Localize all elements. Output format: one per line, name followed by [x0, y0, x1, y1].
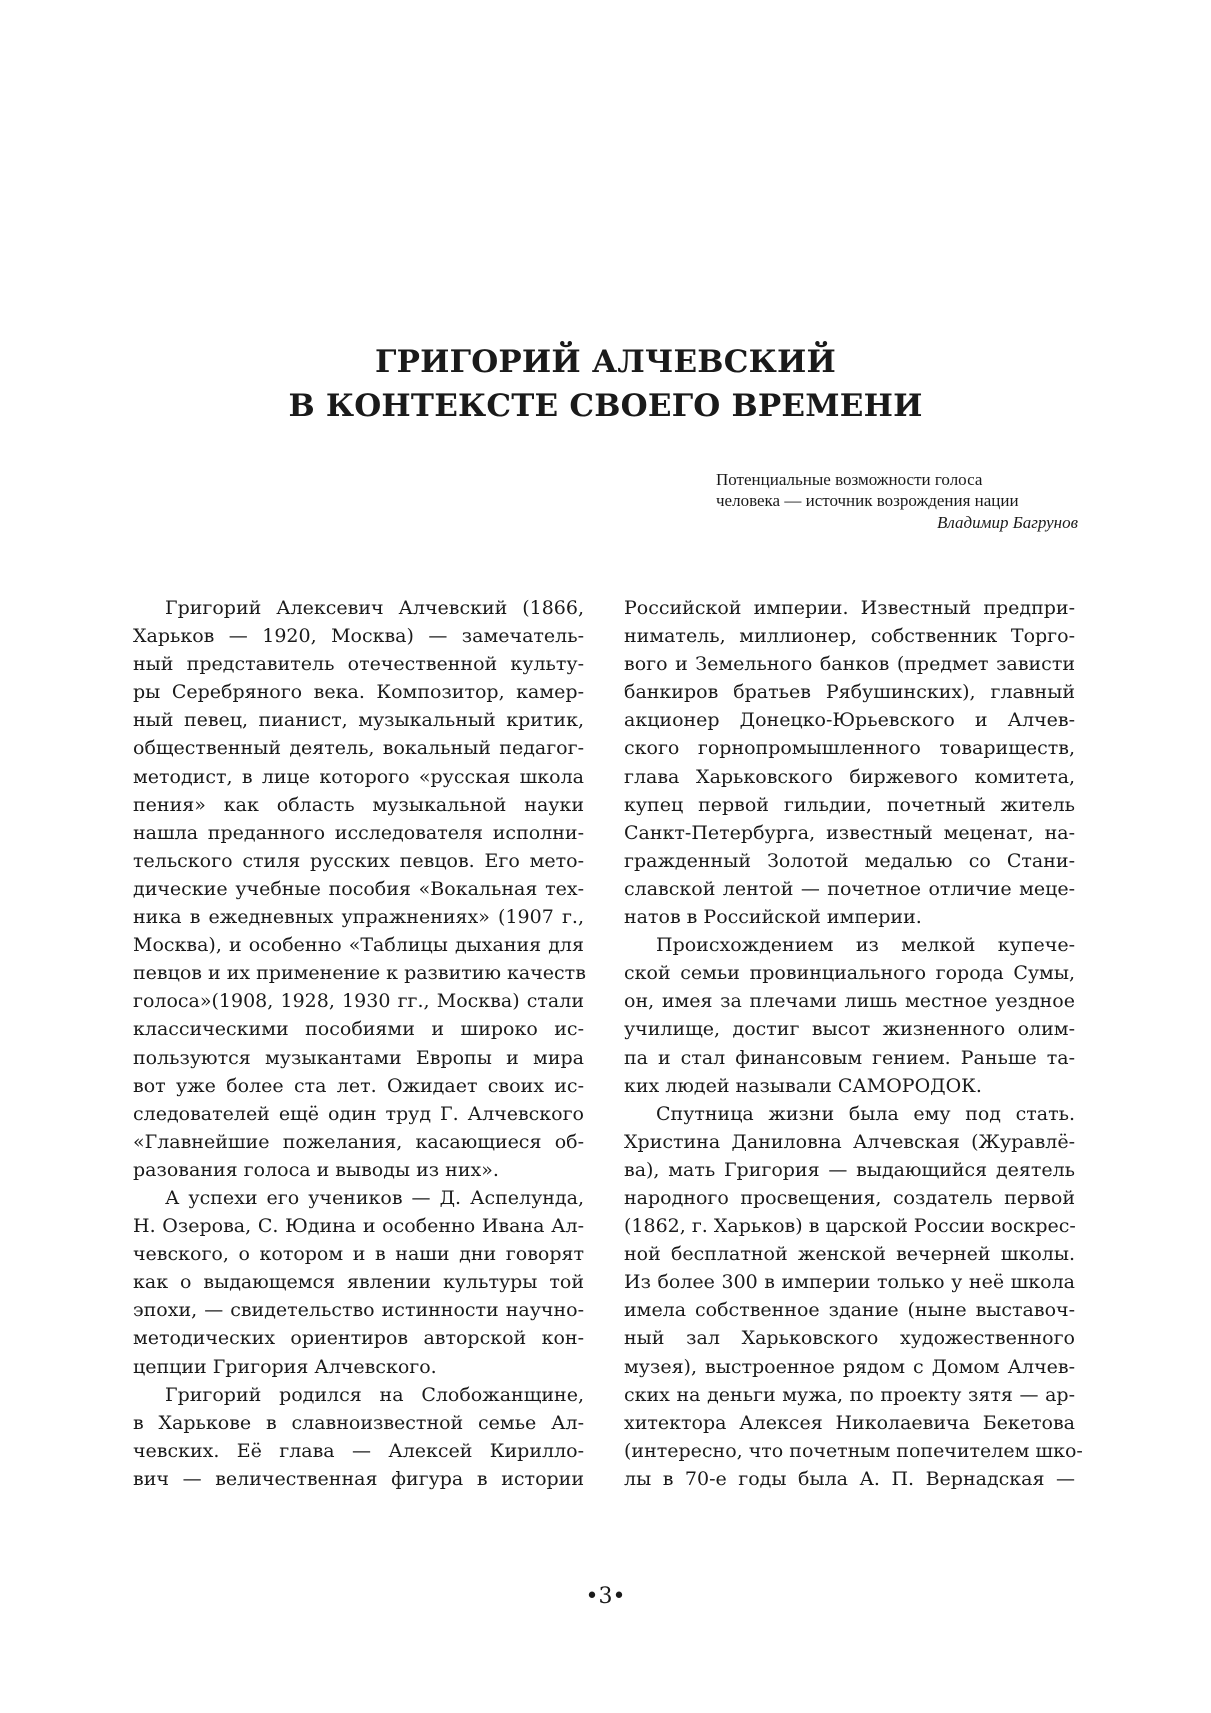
right-text-column [624, 594, 1083, 1493]
text-line: ских на деньги мужа, по проекту зятя — ар- [624, 1383, 1075, 1406]
text-line: Харьков — 1920, Москва) — замечатель- [133, 625, 584, 648]
text-line: (1862, г. Харьков) в царской России воскрес- [624, 1215, 1076, 1238]
text-line: глава Харьковского биржевого комитета, [624, 765, 1075, 788]
text-line: народного просвещения, создатель первой [624, 1186, 1075, 1209]
text-line: Российской империи. Известный предпри- [624, 597, 1075, 619]
text-line: следователей ещё один труд Г. Алчевского [133, 1102, 584, 1125]
text-line: ной бесплатной женской вечерней школы. [624, 1243, 1075, 1266]
text-line: ких людей называли САМОРОДОК. [624, 1074, 982, 1097]
text-line: училище, достиг высот жизненного олим- [624, 1018, 1075, 1041]
text-line: Санкт-Петербурга, известный меценат, на- [624, 821, 1075, 844]
text-line: тельского стиля русских певцов. Его мето- [133, 849, 584, 872]
text-line: цепции Григория Алчевского. [133, 1355, 437, 1378]
chapter-title [0, 340, 1211, 428]
text-line: хитектора Алексея Николаевича Бекетова [624, 1411, 1075, 1434]
epigraph-author: Владимир Багрунов [937, 513, 1078, 532]
text-line: ва), мать Григория — выдающийся деятель [624, 1158, 1075, 1181]
chapter-title-line-1: ГРИГОРИЙ АЛЧЕВСКИЙ [375, 344, 836, 380]
text-line: Григорий родился на Слобожанщине, [165, 1383, 584, 1406]
text-line: нашла преданного исследователя исполни- [133, 821, 584, 844]
text-line: акционер Донецко-Юрьевского и Алчев- [624, 709, 1075, 732]
text-line: имела собственное здание (ныне выставоч- [624, 1299, 1075, 1322]
text-line: па и стал финансовым гением. Раньше та- [624, 1046, 1075, 1069]
text-line: чевского, о котором и в наши дни говорят [133, 1243, 584, 1266]
text-line: ный зал Харьковского художественного [624, 1327, 1075, 1350]
chapter-title-line-2: В КОНТЕКСТЕ СВОЕГО ВРЕМЕНИ [288, 388, 923, 424]
text-line: Григорий Алексевич Алчевский (1866, [165, 597, 584, 619]
text-line: общественный деятель, вокальный педагог- [133, 737, 584, 760]
text-line: А успехи его учеников — Д. Аспелунда, [165, 1186, 584, 1209]
text-line: «Главнейшие пожелания, касающиеся об- [133, 1130, 584, 1153]
epigraph [716, 469, 1086, 533]
text-line: ской семьи провинциального города Сумы, [624, 962, 1075, 985]
epigraph-quote-line-1: Потенциальные возможности голоса [716, 470, 983, 489]
text-line: славской лентой — почетное отличие меце- [624, 877, 1075, 900]
text-line: купец первой гильдии, почетный житель [624, 793, 1075, 816]
epigraph-quote-line-2: человека — источник возрождения нации [716, 491, 1019, 510]
text-line: вого и Земельного банков (предмет зависти [624, 653, 1075, 676]
text-line: натов в Российской империи. [624, 906, 922, 929]
text-line: гражденный Золотой медалью со Стани- [624, 849, 1075, 872]
text-line: Спутница жизни была ему под стать. [656, 1102, 1075, 1125]
text-line: вот уже более ста лет. Ожидает своих ис- [133, 1074, 584, 1097]
text-line: ника в ежедневных упражнениях» (1907 г., [133, 906, 584, 929]
left-text-column [133, 594, 584, 1493]
text-line: пения» как область музыкальной науки [133, 793, 584, 816]
text-line: банкиров братьев Рябушинских), главный [624, 681, 1075, 704]
text-line: пользуются музыкантами Европы и мира [133, 1046, 584, 1069]
text-line: ры Серебряного века. Композитор, камер- [133, 681, 584, 704]
text-line: Происхождением из мелкой купече- [656, 934, 1075, 957]
text-line: Н. Озерова, С. Юдина и особенно Ивана Ал- [133, 1215, 584, 1238]
text-line: голоса»(1908, 1928, 1930 гг., Москва) стали [133, 990, 584, 1013]
text-line: ный певец, пианист, музыкальный критик, [133, 709, 584, 732]
text-line: ный представитель отечественной культу- [133, 653, 584, 676]
text-line: Из более 300 в империи только у неё школа [624, 1271, 1075, 1294]
text-line: Москва), и особенно «Таблицы дыхания для [133, 934, 584, 957]
text-line: музея), выстроенное рядом с Домом Алчев- [624, 1355, 1075, 1378]
text-line: вич — величественная фигура в истории [133, 1467, 584, 1490]
text-line: разования голоса и выводы из них». [133, 1158, 499, 1181]
text-line: певцов и их применение к развитию качеств [133, 962, 586, 985]
page-number: •3• [585, 1584, 626, 1609]
text-line: дические учебные пособия «Вокальная тех- [133, 877, 584, 900]
text-line: в Харькове в славноизвестной семье Ал- [133, 1411, 584, 1434]
text-line: ского горнопромышленного товариществ, [624, 737, 1075, 760]
text-line: чевских. Её глава — Алексей Кирилло- [133, 1439, 584, 1462]
text-line: Христина Даниловна Алчевская (Журавлё- [624, 1130, 1075, 1153]
text-line: ниматель, миллионер, собственник Торго- [624, 625, 1075, 648]
text-line: классическими пособиями и широко ис- [133, 1018, 584, 1041]
text-line: он, имея за плечами лишь местное уездное [624, 990, 1075, 1013]
text-line: как о выдающемся явлении культуры той [133, 1271, 584, 1294]
text-line: методист, в лице которого «русская школа [133, 765, 584, 788]
text-line: методических ориентиров авторской кон- [133, 1327, 584, 1350]
text-line: эпохи, — свидетельство истинности научно- [133, 1299, 584, 1322]
text-line: лы в 70-е годы была А. П. Вернадская — [624, 1467, 1075, 1490]
text-line: (интересно, что почетным попечителем шко- [624, 1439, 1083, 1462]
